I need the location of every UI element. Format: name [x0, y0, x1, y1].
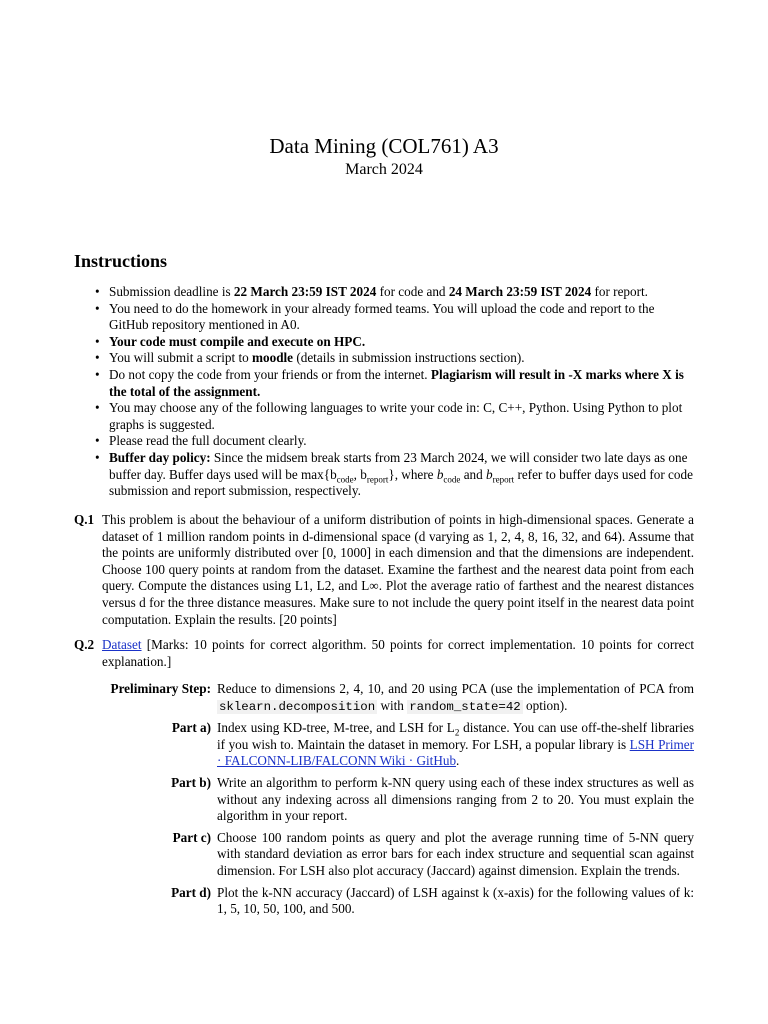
math-sub: code [443, 474, 461, 485]
part-text: Choose 100 random points as query and plot the average running time of 5-NN query with standard deviation as error bars for each index structure and sequential scan against dimension. For LSH also plot accuracy (Jaccard) against dimension. Explain the trends. [217, 829, 694, 878]
text: distance. You can use off-the-shelf libraries if you wish to. Maintain the dataset in memory. For LSH, a popular library is [217, 720, 694, 752]
text: option). [522, 697, 568, 713]
bullet-icon: • [95, 300, 100, 316]
part-row [74, 720, 694, 770]
section-heading-instructions: Instructions [74, 251, 168, 271]
text: [Marks: 10 points for correct algorithm. 50 points for correct implementation. 10 points for correct explanation.] [102, 637, 694, 669]
question-2-parts [74, 681, 694, 923]
list-item [95, 450, 695, 500]
math: , b [353, 466, 367, 482]
math: b [486, 466, 493, 482]
math-sub: code [336, 474, 354, 485]
bullet-icon: • [95, 400, 100, 416]
instructions-list [95, 284, 695, 500]
question-text [102, 637, 694, 670]
part-text: Write an algorithm to perform k-NN query using each of these index structures as well as without any indexing across all dimensions ranging from 2 to 20. You must explain the algorithm in your report. [217, 774, 694, 824]
text: . [456, 753, 460, 769]
code-snippet: random_state=42 [409, 699, 521, 714]
text: , where [394, 466, 437, 482]
text: Please read the full document clearly. [109, 433, 307, 449]
text: (details in submission instructions section). [293, 350, 525, 366]
code-snippet: sklearn.decomposition [219, 699, 376, 714]
text: Buffer day policy: [109, 449, 211, 465]
part-label: Preliminary Step: [110, 681, 211, 696]
part-row [74, 775, 694, 825]
text: You may choose any of the following languages to write your code in: C, C++, Python. Using Python to plot graphs is suggested. [109, 400, 683, 432]
part-text [217, 720, 694, 770]
plagiarism-warning: Plagiarism will result in -X marks where X is the total of the assignment. [109, 366, 684, 399]
question-label: Q.2 [74, 637, 95, 652]
part-row [74, 885, 694, 918]
bullet-icon: • [95, 433, 100, 449]
text: for code and [376, 284, 449, 299]
part-label: Part c) [172, 829, 211, 845]
text: Do not copy the code from your friends or from the internet. [109, 366, 431, 382]
text: and [460, 466, 487, 482]
math: } [388, 466, 395, 482]
part-row [74, 830, 694, 880]
list-item [95, 350, 695, 367]
list-item [95, 284, 695, 301]
deadline-code: 22 March 23:59 IST 2024 [233, 284, 377, 299]
text: Index using KD-tree, M-tree, and LSH for L [217, 720, 455, 736]
lsh-primer-link[interactable]: LSH Primer · FALCONN-LIB/FALCONN Wiki · GitHub [217, 736, 694, 769]
part-label: Part d) [171, 884, 211, 900]
text: You will submit a script to [109, 350, 253, 366]
question-label: Q.1 [74, 512, 95, 527]
dataset-link[interactable]: Dataset [102, 637, 142, 652]
part-label: Part b) [171, 774, 211, 790]
math-sub: report [492, 474, 515, 485]
deadline-report: 24 March 23:59 IST 2024 [448, 284, 592, 299]
text: refer to buffer days used for code submission and report submission, respectively. [109, 466, 693, 499]
question-1 [74, 512, 694, 628]
bullet-icon: • [95, 333, 100, 349]
question-2 [74, 637, 694, 670]
document-title: Data Mining (COL761) A3 [269, 134, 499, 158]
bullet-icon: • [95, 449, 100, 465]
list-item [95, 367, 695, 400]
text: for report. [591, 284, 648, 299]
text: moodle [252, 350, 294, 366]
math-sub: report [366, 474, 389, 485]
part-text [217, 681, 694, 715]
list-item [95, 400, 695, 433]
text: You need to do the homework in your already formed teams. You will upload the code and report to the GitHub repository mentioned in A0. [109, 300, 655, 333]
part-text: Plot the k-NN accuracy (Jaccard) of LSH against k (x-axis) for the following values of k: 1, 5, 10, 50, 100, and 500. [217, 884, 694, 917]
list-item [95, 334, 695, 351]
part-row [74, 681, 694, 715]
math: b [436, 466, 444, 482]
text: Submission deadline is [109, 284, 234, 299]
bullet-icon: • [95, 284, 100, 299]
bullet-icon: • [95, 366, 100, 382]
text: Since the midsem break starts from 23 March 2024, we will consider two late days as one buffer day. Buffer days used will be [109, 449, 688, 482]
list-item [95, 433, 695, 450]
question-text: This problem is about the behaviour of a uniform distribution of points in high-dimensional spaces. Generate a dataset of 1 million random points in d-dimensional space (d varying as 1, 2, 4, 8, 16, 32, and 64). Assume that the points are uniformly distributed over [0, 1000] in each dimension and that the dimensions are independent. Choose 100 query points at random from the dataset. Examine the farthest and the nearest data point from each query. Compute the distances using L1, L2, and L∞. Plot the average ratio of farthest and the nearest distances versus d for the three distance measures. Make sure to not include the query point itself in the nearest data point computation. Explain the results. [20 points] [102, 512, 694, 627]
text: Reduce to dimensions 2, 4, 10, and 20 using PCA (use the implementation of PCA from [217, 681, 694, 696]
math-sub: 2 [454, 727, 460, 738]
math: max{b [301, 466, 337, 482]
text: with [377, 697, 408, 713]
bullet-icon: • [95, 350, 100, 366]
part-label: Part a) [171, 720, 211, 736]
text: Your code must compile and execute on HPC. [109, 333, 366, 349]
document-date: March 2024 [345, 161, 423, 178]
list-item [95, 301, 695, 334]
